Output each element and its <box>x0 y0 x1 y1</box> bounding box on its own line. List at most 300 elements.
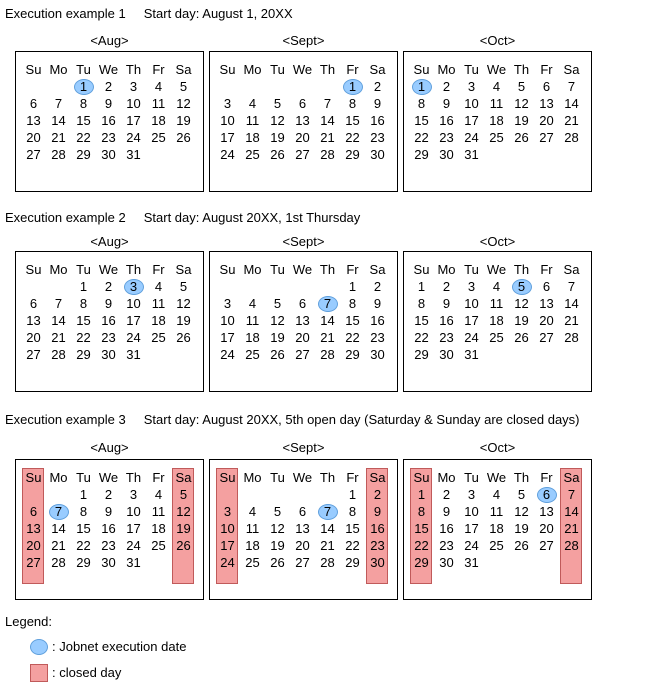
date-cell: 23 <box>439 130 454 145</box>
month-calendar <box>403 251 592 392</box>
date-cell: 1 <box>417 279 426 294</box>
date-cell: 29 <box>76 555 91 570</box>
date-cell: 9 <box>442 504 451 519</box>
date-cell: 7 <box>567 79 576 94</box>
date-cell: 1 <box>79 279 88 294</box>
date-cell: 23 <box>439 330 454 345</box>
date-cell: 18 <box>245 130 260 145</box>
date-cell: 29 <box>414 147 429 162</box>
date-cell: 25 <box>245 555 260 570</box>
date-cell: 30 <box>439 147 454 162</box>
date-cell: 2 <box>373 279 382 294</box>
date-cell: 26 <box>176 330 191 345</box>
example-title: Execution example 3 Start day: August 20XX, 5th open day (Saturday & Sunday are closed days) <box>5 412 580 427</box>
date-cell: 5 <box>179 79 188 94</box>
date-cell: 8 <box>79 504 88 519</box>
date-cell: 23 <box>370 130 385 145</box>
date-cell: 3 <box>223 504 232 519</box>
date-cell: 16 <box>101 313 116 328</box>
date-cell: 16 <box>101 521 116 536</box>
date-cell: 17 <box>126 313 141 328</box>
date-cell: 4 <box>248 296 257 311</box>
month-label: <Aug> <box>90 33 129 48</box>
weekday-header: Fr <box>346 62 359 77</box>
date-cell: 8 <box>79 96 88 111</box>
date-cell: 20 <box>295 130 310 145</box>
date-cell: 27 <box>539 538 554 553</box>
weekday-header: Tu <box>270 262 285 277</box>
month-label: <Oct> <box>479 440 516 455</box>
date-cell: 3 <box>223 296 232 311</box>
date-cell: 28 <box>320 347 335 362</box>
date-cell: 24 <box>464 538 479 553</box>
date-cell: 7 <box>567 487 576 502</box>
date-cell: 15 <box>414 313 429 328</box>
weekday-header: Sa <box>563 62 580 77</box>
date-cell: 3 <box>129 79 138 94</box>
date-cell: 6 <box>542 487 551 502</box>
date-cell: 24 <box>126 330 141 345</box>
date-cell: 21 <box>564 313 579 328</box>
date-cell: 26 <box>514 538 529 553</box>
date-cell: 22 <box>345 330 360 345</box>
example-title: Execution example 2 Start day: August 20XX, 1st Thursday <box>5 210 361 225</box>
weekday-header: Mo <box>437 62 456 77</box>
month-calendar <box>209 459 398 600</box>
date-cell: 16 <box>439 313 454 328</box>
date-cell: 27 <box>295 347 310 362</box>
date-cell: 8 <box>79 296 88 311</box>
weekday-header: Th <box>513 62 530 77</box>
date-cell: 11 <box>489 296 504 311</box>
date-cell: 14 <box>51 521 66 536</box>
date-cell: 13 <box>295 313 310 328</box>
date-cell: 12 <box>270 521 285 536</box>
date-cell: 8 <box>417 296 426 311</box>
date-cell: 7 <box>54 96 63 111</box>
date-cell: 20 <box>539 113 554 128</box>
weekday-header: Mo <box>243 62 262 77</box>
date-cell: 22 <box>76 330 91 345</box>
date-cell: 31 <box>464 555 479 570</box>
date-cell: 2 <box>442 279 451 294</box>
weekday-header: Sa <box>175 262 192 277</box>
date-cell: 5 <box>517 487 526 502</box>
date-cell: 27 <box>295 147 310 162</box>
weekday-header: We <box>292 62 313 77</box>
weekday-header: Su <box>25 62 42 77</box>
weekday-header: Su <box>25 470 42 485</box>
date-cell: 19 <box>514 521 529 536</box>
date-cell: 2 <box>104 79 113 94</box>
weekday-header: Sa <box>369 262 386 277</box>
date-cell: 1 <box>417 79 426 94</box>
weekday-header: Mo <box>437 262 456 277</box>
date-cell: 25 <box>151 538 166 553</box>
date-cell: 13 <box>295 113 310 128</box>
date-cell: 23 <box>370 538 385 553</box>
date-cell: 25 <box>489 330 504 345</box>
weekday-header: Th <box>513 262 530 277</box>
date-cell: 12 <box>514 96 529 111</box>
date-cell: 9 <box>442 96 451 111</box>
date-cell: 18 <box>489 313 504 328</box>
date-cell: 14 <box>320 521 335 536</box>
date-cell: 22 <box>76 130 91 145</box>
date-cell: 30 <box>370 147 385 162</box>
date-cell: 31 <box>464 147 479 162</box>
date-cell: 2 <box>442 79 451 94</box>
date-cell: 7 <box>323 296 332 311</box>
date-cell: 28 <box>564 538 579 553</box>
date-cell: 6 <box>298 504 307 519</box>
date-cell: 21 <box>564 113 579 128</box>
date-cell: 25 <box>151 130 166 145</box>
date-cell: 12 <box>176 296 191 311</box>
exec-marker-swatch <box>30 639 48 655</box>
weekday-header: Su <box>219 62 236 77</box>
date-cell: 19 <box>514 113 529 128</box>
date-cell: 31 <box>126 147 141 162</box>
date-cell: 14 <box>320 313 335 328</box>
weekday-header: We <box>486 262 507 277</box>
date-cell: 20 <box>26 538 41 553</box>
date-cell: 18 <box>151 521 166 536</box>
date-cell: 23 <box>370 330 385 345</box>
month-calendar <box>403 459 592 600</box>
date-cell: 24 <box>464 130 479 145</box>
date-cell: 9 <box>104 504 113 519</box>
weekday-header: Su <box>413 470 430 485</box>
date-cell: 24 <box>220 147 235 162</box>
date-cell: 1 <box>348 79 357 94</box>
date-cell: 23 <box>439 538 454 553</box>
weekday-header: Tu <box>464 62 479 77</box>
date-cell: 29 <box>414 555 429 570</box>
date-cell: 10 <box>220 521 235 536</box>
date-cell: 11 <box>245 521 260 536</box>
date-cell: 31 <box>464 347 479 362</box>
date-cell: 27 <box>539 330 554 345</box>
date-cell: 8 <box>417 96 426 111</box>
date-cell: 28 <box>51 555 66 570</box>
date-cell: 30 <box>370 555 385 570</box>
date-cell: 3 <box>467 79 476 94</box>
date-cell: 21 <box>320 330 335 345</box>
date-cell: 3 <box>467 487 476 502</box>
weekday-header: Sa <box>369 470 386 485</box>
date-cell: 31 <box>126 347 141 362</box>
weekday-header: Th <box>513 470 530 485</box>
date-cell: 7 <box>323 504 332 519</box>
date-cell: 26 <box>270 147 285 162</box>
weekday-header: Fr <box>346 470 359 485</box>
month-label: <Sept> <box>282 234 325 249</box>
date-cell: 5 <box>273 96 282 111</box>
weekday-header: Fr <box>152 262 165 277</box>
weekday-header: Mo <box>243 262 262 277</box>
date-cell: 17 <box>220 130 235 145</box>
date-cell: 12 <box>270 113 285 128</box>
date-cell: 19 <box>176 113 191 128</box>
date-cell: 3 <box>467 279 476 294</box>
weekday-header: Su <box>413 262 430 277</box>
date-cell: 11 <box>151 504 166 519</box>
weekday-header: Sa <box>175 62 192 77</box>
weekday-header: Fr <box>540 470 553 485</box>
weekday-header: We <box>98 62 119 77</box>
date-cell: 8 <box>417 504 426 519</box>
date-cell: 5 <box>517 279 526 294</box>
date-cell: 9 <box>104 296 113 311</box>
date-cell: 16 <box>439 521 454 536</box>
date-cell: 15 <box>76 113 91 128</box>
date-cell: 2 <box>442 487 451 502</box>
month-calendar <box>209 51 398 192</box>
date-cell: 14 <box>564 296 579 311</box>
date-cell: 6 <box>29 296 38 311</box>
weekday-header: Fr <box>540 62 553 77</box>
weekday-header: Tu <box>270 62 285 77</box>
date-cell: 4 <box>248 96 257 111</box>
date-cell: 13 <box>26 313 41 328</box>
date-cell: 3 <box>223 96 232 111</box>
date-cell: 20 <box>295 330 310 345</box>
date-cell: 19 <box>176 521 191 536</box>
date-cell: 18 <box>245 330 260 345</box>
date-cell: 31 <box>126 555 141 570</box>
legend-closed-label: : closed day <box>52 665 122 680</box>
date-cell: 28 <box>320 147 335 162</box>
date-cell: 15 <box>345 313 360 328</box>
date-cell: 15 <box>76 313 91 328</box>
date-cell: 2 <box>373 487 382 502</box>
legend-title: Legend: <box>5 614 52 629</box>
weekday-header: Mo <box>49 262 68 277</box>
date-cell: 10 <box>464 96 479 111</box>
date-cell: 18 <box>489 521 504 536</box>
date-cell: 4 <box>492 487 501 502</box>
date-cell: 15 <box>345 521 360 536</box>
date-cell: 10 <box>126 296 141 311</box>
date-cell: 29 <box>345 555 360 570</box>
date-cell: 22 <box>76 538 91 553</box>
date-cell: 13 <box>539 504 554 519</box>
date-cell: 25 <box>151 330 166 345</box>
date-cell: 23 <box>101 130 116 145</box>
date-cell: 18 <box>151 313 166 328</box>
weekday-header: Sa <box>563 470 580 485</box>
date-cell: 11 <box>151 96 166 111</box>
date-cell: 19 <box>514 313 529 328</box>
date-cell: 19 <box>270 538 285 553</box>
month-calendar <box>15 459 204 600</box>
date-cell: 28 <box>51 147 66 162</box>
date-cell: 12 <box>176 96 191 111</box>
date-cell: 8 <box>348 296 357 311</box>
date-cell: 26 <box>270 347 285 362</box>
date-cell: 2 <box>373 79 382 94</box>
date-cell: 24 <box>126 538 141 553</box>
date-cell: 16 <box>370 313 385 328</box>
date-cell: 27 <box>295 555 310 570</box>
date-cell: 20 <box>539 521 554 536</box>
date-cell: 4 <box>154 79 163 94</box>
date-cell: 11 <box>489 504 504 519</box>
weekday-header: Sa <box>563 262 580 277</box>
date-cell: 10 <box>464 296 479 311</box>
date-cell: 16 <box>439 113 454 128</box>
weekday-header: Th <box>319 62 336 77</box>
weekday-header: Fr <box>152 470 165 485</box>
date-cell: 21 <box>320 130 335 145</box>
date-cell: 9 <box>442 296 451 311</box>
date-cell: 26 <box>514 330 529 345</box>
date-cell: 13 <box>539 296 554 311</box>
date-cell: 30 <box>439 347 454 362</box>
date-cell: 28 <box>564 330 579 345</box>
date-cell: 20 <box>26 330 41 345</box>
date-cell: 19 <box>270 130 285 145</box>
weekday-header: Th <box>125 470 142 485</box>
date-cell: 30 <box>370 347 385 362</box>
date-cell: 28 <box>51 347 66 362</box>
date-cell: 9 <box>104 96 113 111</box>
date-cell: 27 <box>539 130 554 145</box>
weekday-header: Th <box>125 262 142 277</box>
date-cell: 28 <box>564 130 579 145</box>
date-cell: 11 <box>245 313 260 328</box>
weekday-header: Tu <box>464 262 479 277</box>
date-cell: 6 <box>29 504 38 519</box>
date-cell: 13 <box>295 521 310 536</box>
date-cell: 26 <box>176 130 191 145</box>
date-cell: 14 <box>564 504 579 519</box>
date-cell: 15 <box>345 113 360 128</box>
date-cell: 24 <box>126 130 141 145</box>
date-cell: 1 <box>79 487 88 502</box>
date-cell: 30 <box>439 555 454 570</box>
date-cell: 25 <box>245 147 260 162</box>
weekday-header: Mo <box>49 470 68 485</box>
weekday-header: Fr <box>540 262 553 277</box>
date-cell: 20 <box>295 538 310 553</box>
date-cell: 15 <box>414 113 429 128</box>
weekday-header: Su <box>219 470 236 485</box>
date-cell: 4 <box>248 504 257 519</box>
weekday-header: We <box>292 262 313 277</box>
date-cell: 3 <box>129 279 138 294</box>
date-cell: 10 <box>464 504 479 519</box>
example-title: Execution example 1 Start day: August 1, 20XX <box>5 6 293 21</box>
date-cell: 4 <box>154 279 163 294</box>
weekday-header: Sa <box>369 62 386 77</box>
date-cell: 14 <box>564 96 579 111</box>
date-cell: 29 <box>345 147 360 162</box>
date-cell: 13 <box>26 113 41 128</box>
date-cell: 6 <box>298 296 307 311</box>
date-cell: 10 <box>220 313 235 328</box>
date-cell: 1 <box>79 79 88 94</box>
date-cell: 22 <box>414 538 429 553</box>
weekday-header: Fr <box>152 62 165 77</box>
weekday-header: Su <box>25 262 42 277</box>
date-cell: 13 <box>26 521 41 536</box>
legend-exec-label: : Jobnet execution date <box>52 639 187 654</box>
date-cell: 6 <box>298 96 307 111</box>
date-cell: 20 <box>539 313 554 328</box>
date-cell: 15 <box>76 521 91 536</box>
date-cell: 17 <box>126 113 141 128</box>
date-cell: 14 <box>51 113 66 128</box>
date-cell: 24 <box>220 347 235 362</box>
date-cell: 21 <box>51 330 66 345</box>
date-cell: 28 <box>320 555 335 570</box>
date-cell: 6 <box>542 279 551 294</box>
date-cell: 1 <box>417 487 426 502</box>
weekday-header: Tu <box>270 470 285 485</box>
date-cell: 30 <box>101 147 116 162</box>
date-cell: 26 <box>176 538 191 553</box>
date-cell: 8 <box>348 96 357 111</box>
date-cell: 26 <box>270 555 285 570</box>
weekday-header: Su <box>219 262 236 277</box>
date-cell: 7 <box>567 279 576 294</box>
date-cell: 11 <box>489 96 504 111</box>
weekday-header: We <box>486 62 507 77</box>
date-cell: 12 <box>270 313 285 328</box>
date-cell: 17 <box>464 521 479 536</box>
date-cell: 30 <box>101 347 116 362</box>
date-cell: 11 <box>245 113 260 128</box>
weekday-header: Mo <box>437 470 456 485</box>
weekday-header: Tu <box>76 470 91 485</box>
weekday-header: We <box>98 470 119 485</box>
month-label: <Aug> <box>90 440 129 455</box>
date-cell: 22 <box>414 130 429 145</box>
date-cell: 23 <box>101 330 116 345</box>
date-cell: 22 <box>414 330 429 345</box>
date-cell: 19 <box>176 313 191 328</box>
date-cell: 24 <box>220 555 235 570</box>
weekday-header: We <box>292 470 313 485</box>
date-cell: 30 <box>101 555 116 570</box>
weekday-header: Sa <box>175 470 192 485</box>
date-cell: 8 <box>348 504 357 519</box>
weekday-header: Fr <box>346 262 359 277</box>
date-cell: 3 <box>129 487 138 502</box>
date-cell: 16 <box>370 521 385 536</box>
date-cell: 18 <box>245 538 260 553</box>
date-cell: 10 <box>126 96 141 111</box>
month-calendar <box>15 251 204 392</box>
date-cell: 16 <box>370 113 385 128</box>
date-cell: 23 <box>101 538 116 553</box>
date-cell: 6 <box>542 79 551 94</box>
date-cell: 1 <box>348 487 357 502</box>
date-cell: 7 <box>54 296 63 311</box>
weekday-header: We <box>98 262 119 277</box>
date-cell: 24 <box>464 330 479 345</box>
weekday-header: Mo <box>49 62 68 77</box>
date-cell: 9 <box>373 96 382 111</box>
date-cell: 22 <box>345 130 360 145</box>
month-label: <Oct> <box>479 234 516 249</box>
weekday-header: Su <box>413 62 430 77</box>
date-cell: 14 <box>320 113 335 128</box>
month-calendar <box>403 51 592 192</box>
weekday-header: Th <box>319 262 336 277</box>
